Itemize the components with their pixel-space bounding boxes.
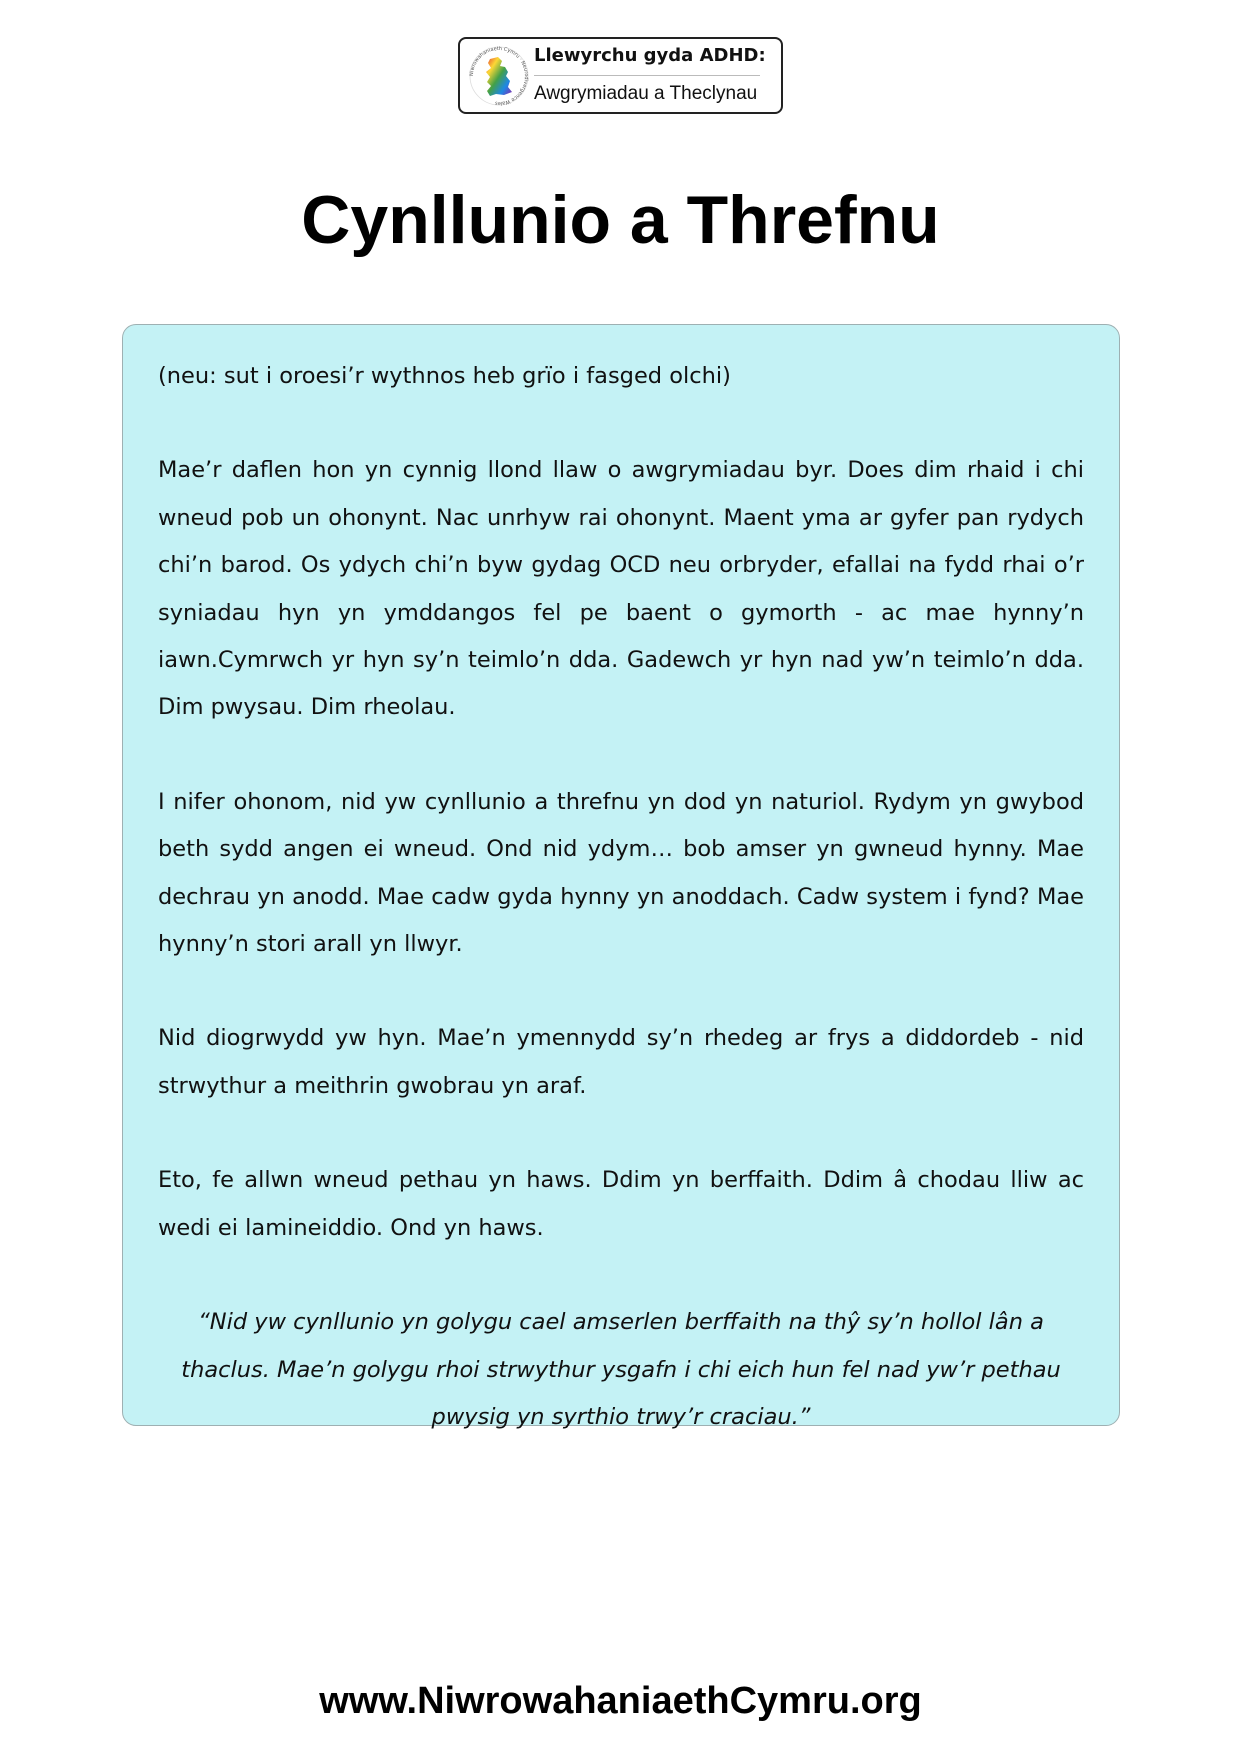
logo-divider: [534, 75, 760, 76]
logo-ring-text: Niwrowahaniaeth Cymru · Neurodivergence Wales: [468, 45, 530, 107]
logo-title: Llewyrchu gyda ADHD:: [534, 45, 766, 66]
pull-quote: “Nid yw cynllunio yn golygu cael amserlen berffaith na thŷ sy’n hollol lân a thaclus. Mae’n golygu rhoi strwythur ysgafn i chi eich hun fel nad yw’r pethau pwysig yn syrthio trwy’r craciau.”: [181, 1309, 1061, 1430]
body-paragraph: Nid diogrwydd yw hyn. Mae’n ymennydd sy’n rhedeg ar frys a diddordeb - nid strwythur a meithrin gwobrau yn araf.: [158, 1025, 1084, 1099]
footer-website-link[interactable]: www.NiwrowahaniaethCymru.org: [319, 1680, 922, 1722]
page-title: Cynllunio a Threfnu: [301, 182, 940, 258]
logo-subtitle: Awgrymiadau a Theclynau: [534, 83, 758, 104]
body-paragraph: Mae’r daflen hon yn cynnig llond llaw o awgrymiadau byr. Does dim rhaid i chi wneud pob un ohonynt. Nac unrhyw rai ohonynt. Maent yma ar gyfer pan rydych chi’n barod. Os ydych chi’n byw gydag OCD neu orbryder, efallai na fydd rhai o’r syniadau hyn yn ymddangos fel pe baent o gymorth - ac mae hynny’n iawn.Cymrwch yr hyn sy’n teimlo’n dda. Gadewch yr hyn nad yw’n teimlo’n dda. Dim pwysau. Dim rheolau.: [158, 457, 1084, 721]
content-panel: [122, 324, 1120, 1430]
body-paragraph: I nifer ohonom, nid yw cynllunio a threfnu yn dod yn naturiol. Rydym yn gwybod beth sydd angen ei wneud. Ond nid ydym… bob amser yn gwneud hynny. Mae dechrau yn anodd. Mae cadw gyda hynny yn anoddach. Cadw system i fynd? Mae hynny’n stori arall yn llwyr.: [158, 788, 1084, 958]
header-logo-badge: [458, 37, 783, 114]
body-paragraph: Eto, fe allwn wneud pethau yn haws. Ddim yn berffaith. Ddim â chodau lliw ac wedi ei lamineiddio. Ond yn haws.: [158, 1167, 1084, 1241]
wales-rainbow-logo-icon: [468, 45, 530, 107]
intro-subtitle: (neu: sut i oroesi’r wythnos heb grïo i fasged olchi): [158, 363, 731, 389]
